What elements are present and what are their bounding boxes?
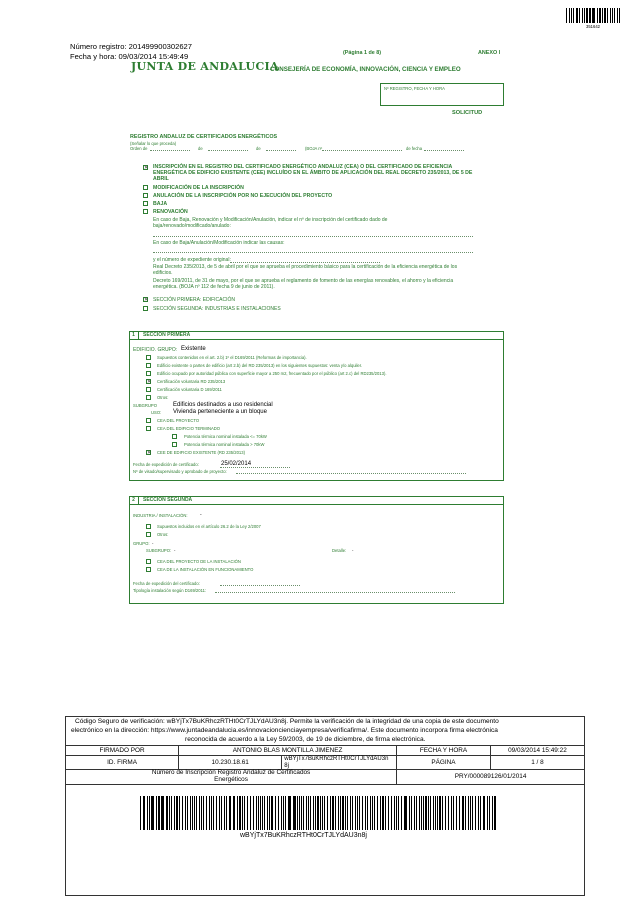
- visado-label: Nº de visado/supervisado y aprobado de proyecto:: [133, 469, 227, 474]
- s2-detalle-label: Detalle:: [332, 548, 347, 553]
- registro-number: Número registro: 201499900302627: [70, 42, 193, 51]
- barcode-bar: [185, 796, 186, 830]
- barcode-bar: [306, 796, 307, 830]
- barcode-bar: [192, 796, 193, 830]
- barcode-bar: [394, 796, 395, 830]
- barcode-bar: [576, 8, 578, 23]
- barcode-bar: [322, 796, 323, 830]
- barcode-bar: [617, 8, 618, 23]
- barcode-bar: [425, 796, 426, 830]
- barcode-bar: [607, 8, 608, 23]
- barcode-bar: [327, 796, 328, 830]
- s1-item-text-4: Certificación voluntaria D 169/2011: [157, 387, 222, 392]
- barcode-bar: [604, 8, 606, 23]
- orden-de2: de: [256, 146, 261, 151]
- expediente-line: [230, 262, 380, 263]
- barcode-bar: [462, 796, 463, 830]
- seccion-primera-option: SECCIÓN PRIMERA: EDIFICACIÓN: [153, 297, 235, 303]
- barcode-bar: [398, 796, 399, 830]
- barcode-bar: [262, 796, 263, 830]
- barcode-bar: [332, 796, 333, 830]
- barcode-bar: [297, 796, 298, 830]
- barcode-bar: [416, 796, 417, 830]
- barcode-bar: [355, 796, 356, 830]
- s2-fecha-line: [220, 585, 300, 586]
- barcode-bar: [472, 796, 473, 830]
- barcode-bar: [166, 796, 167, 830]
- barcode-bar: [289, 796, 290, 830]
- orden-de1: de: [198, 146, 203, 151]
- barcode-bar: [315, 796, 316, 830]
- registro-box-label: Nº REGISTRO, FECHA Y HORA: [384, 86, 445, 91]
- s1-item-checkbox-1[interactable]: [146, 363, 151, 368]
- option-checkbox-renovacion[interactable]: [143, 209, 148, 214]
- barcode-bar: [396, 796, 397, 830]
- seccion-primera-checkbox[interactable]: ✕: [144, 297, 149, 303]
- barcode-bar: [203, 796, 204, 830]
- barcode-bar: [229, 796, 230, 830]
- barcode-bar: [162, 796, 163, 830]
- barcode-bar: [437, 796, 438, 830]
- inscripcion-label-line1: Número de Inscripción Registro Andaluz de Certificados: [151, 769, 311, 777]
- barcode-bar: [278, 796, 279, 830]
- option-checkbox-baja[interactable]: [143, 201, 148, 206]
- s2-item-checkbox-1[interactable]: [146, 532, 151, 537]
- barcode-bar: [584, 8, 585, 23]
- s1-item-checkbox-3[interactable]: ✕: [147, 379, 152, 385]
- barcode-bar: [143, 796, 144, 830]
- barcode-bar: [293, 796, 294, 830]
- junta-logo: JUNTA DE ANDALUCIA: [131, 60, 279, 73]
- registro-box: [380, 83, 504, 106]
- barcode-bar: [299, 796, 300, 830]
- csv-text-1: Código Seguro de verificación: wBYjTx7BuKRhczRTHt0CrTJLYdAU3n8j. Permite la verificación de la integridad de una copia de este documento: [75, 718, 499, 725]
- barcode-bar: [264, 796, 265, 830]
- barcode-bar: [445, 796, 446, 830]
- barcode-bar: [494, 796, 495, 830]
- barcode-bar: [324, 796, 325, 830]
- barcode-bar: [599, 8, 601, 23]
- barcode-bar: [388, 796, 389, 830]
- form-subtitle: (Señalar lo que proceda): [130, 141, 177, 146]
- seccion-segunda-checkbox[interactable]: [143, 306, 148, 311]
- barcode-bar: [338, 796, 339, 830]
- barcode-bar: [350, 796, 351, 830]
- barcode-bar: [448, 796, 449, 830]
- barcode-bar: [151, 796, 152, 830]
- barcode-bar: [196, 796, 197, 830]
- barcode-bar: [294, 796, 295, 830]
- s1-item-checkbox-5[interactable]: [146, 395, 151, 400]
- barcode-bar: [593, 8, 595, 23]
- s1-fecha-expedicion-label: Fecha de expedición de certificado:: [133, 462, 199, 467]
- decreto-169-note: Decreto 169/2011, de 31 de mayo, por el que se aprueba el reglamento de fomento de las energías renovables, el ahorro y la eficiencia energética. (BOJA nº 112 de fecha 9 de junio de 2011).: [153, 278, 454, 291]
- barcode-bar: [342, 796, 343, 830]
- barcode-bar: [401, 796, 402, 830]
- barcode-bar: [483, 796, 484, 830]
- s2-subgrupo-value: -: [174, 548, 176, 553]
- section2-number: 2: [129, 497, 139, 504]
- s1-item-checkbox-2[interactable]: [146, 371, 151, 376]
- option-checkbox-inscripcion[interactable]: ✕: [144, 165, 149, 171]
- fecha-line: [424, 150, 464, 151]
- barcode-bar: [492, 796, 493, 830]
- boja-line: [322, 150, 402, 151]
- barcode-bar: [320, 796, 321, 830]
- barcode-bar: [247, 796, 248, 830]
- barcode-bar: [224, 796, 225, 830]
- s2-cea-funcionamiento-text: CEA DE LA INSTALACIÓN EN FUNCIONAMIENTO: [157, 567, 254, 572]
- id-firma-code-line2: 8j: [284, 762, 289, 769]
- boja-label: (BOJA nº: [305, 146, 323, 151]
- option-baja-text: BAJA: [153, 201, 168, 207]
- barcode-bar: [377, 796, 378, 830]
- edificio-grupo-label: EDIFICIO. GRUPO:: [133, 347, 178, 353]
- barcode-bar: [176, 796, 177, 830]
- s2-cea-funcionamiento-checkbox[interactable]: [146, 567, 151, 572]
- barcode-bar: [372, 796, 373, 830]
- fecha-label: de fecha: [406, 146, 423, 151]
- option-checkbox-modificacion[interactable]: [143, 185, 148, 190]
- barcode-bar: [586, 8, 588, 23]
- barcode-bar: [465, 796, 466, 830]
- pagina-value: 1 / 8: [490, 756, 584, 770]
- edificio-grupo-value: Existente: [181, 346, 206, 352]
- barcode-bar: [140, 796, 141, 830]
- s2-tipologia-label: Tipología instalación según D169/2011:: [133, 588, 207, 593]
- barcode-bar: [219, 796, 220, 830]
- barcode-bar: [380, 796, 381, 830]
- barcode-bar: [206, 796, 207, 830]
- barcode-bar: [442, 796, 443, 830]
- barcode-bar: [201, 796, 202, 830]
- cee-existente-text: CEE DE EDIFICIO EXISTENTE (RD 235/2013): [157, 450, 245, 455]
- barcode-bar: [267, 796, 268, 830]
- s2-grupo-value: -: [152, 541, 154, 546]
- barcode-bar: [391, 796, 392, 830]
- barcode-bar: [421, 796, 422, 830]
- barcode-bar: [156, 796, 157, 830]
- cea-terminado-text: CEA DEL EDIFICIO TERMINADO: [157, 426, 221, 431]
- id-firma-code: [282, 756, 397, 770]
- s1-item-text-3: Certificación voluntaria RD 235/2013: [157, 379, 226, 384]
- barcode-bar: [345, 796, 346, 830]
- barcode-bar: [221, 796, 222, 830]
- barcode-bar: [433, 796, 434, 830]
- renovacion-line1: [153, 236, 473, 237]
- barcode-bar: [573, 8, 574, 23]
- barcode-bar: [317, 796, 318, 830]
- barcode-bar: [167, 796, 168, 830]
- renovacion-note1: En caso de Baja, Renovación y Modificación/Anulación, indicar el nº de inscripción del certificado dado de baja/renovado/modificado/anulado:: [153, 217, 388, 230]
- barcode-bar: [409, 796, 410, 830]
- barcode-bar: [470, 796, 471, 830]
- id-firma-code-line1: wBYjTx7BuKRhczRTHt0CrTJLYdAU3n: [284, 756, 389, 762]
- barcode-bar: [285, 796, 286, 830]
- option-anulacion-text: ANULACIÓN DE LA INSCRIPCIÓN POR NO EJECUCIÓN DEL PROYECTO: [153, 193, 333, 199]
- barcode-bar: [619, 8, 620, 23]
- s1-item-checkbox-4[interactable]: [146, 387, 151, 392]
- barcode-bar: [487, 796, 488, 830]
- s2-item-text-1: Otros:: [157, 532, 169, 537]
- uso-label: USO:: [151, 410, 162, 415]
- barcode-bar: [374, 796, 375, 830]
- barcode-bar: [480, 796, 481, 830]
- cee-existente-checkbox[interactable]: ✕: [147, 450, 152, 456]
- section1-number: 1: [129, 332, 139, 339]
- section2-header: [129, 496, 504, 505]
- barcode-bar: [199, 796, 200, 830]
- barcode-bar: [602, 8, 603, 23]
- s2-subgrupo-label: SUBGRUPO:: [146, 548, 172, 553]
- fecha-hora-value: 09/03/2014 15:49:22: [490, 746, 584, 756]
- barcode-bar: [404, 796, 405, 830]
- barcode-bar: [451, 796, 452, 830]
- fecha-hora-label: FECHA Y HORA: [397, 746, 491, 756]
- id-firma-label: ID. FIRMA: [66, 756, 179, 770]
- barcode-bar: [271, 796, 272, 830]
- barcode-bar: [430, 796, 431, 830]
- barcode-bar: [478, 796, 479, 830]
- barcode-bar: [169, 796, 170, 830]
- s2-tipologia-line: [215, 592, 455, 593]
- s2-cea-proyecto-checkbox[interactable]: [146, 559, 151, 564]
- barcode-bar: [340, 796, 341, 830]
- barcode-bar: [174, 796, 175, 830]
- potencia-mayor-text: Potencia térmica nominal instalada > 70kW: [184, 442, 265, 447]
- barcode-bar: [275, 796, 276, 830]
- barcode-bar: [226, 796, 227, 830]
- barcode-bar: [589, 8, 591, 23]
- barcode-bar: [283, 796, 284, 830]
- page-indicator: (Página 1 de 8): [343, 50, 382, 56]
- barcode-bar: [281, 796, 282, 830]
- barcode-bar: [592, 8, 593, 23]
- barcode-bar: [439, 796, 440, 830]
- csv-text-3: reconocida de acuerdo a la Ley 59/2003, de 19 de diciembre, de firma electrónica.: [185, 736, 426, 743]
- renovacion-note2: En caso de Baja/Anulación/Modificación indicar las causas:: [153, 240, 285, 246]
- s1-fecha-line: [220, 467, 290, 468]
- barcode-bar: [303, 796, 304, 830]
- firmado-por-value: ANTONIO BLAS MONTILLA JIMENEZ: [179, 746, 397, 756]
- barcode-bar: [152, 796, 153, 830]
- barcode-bar: [365, 796, 366, 830]
- table-row: [66, 746, 585, 756]
- orden-line2: [208, 150, 248, 151]
- barcode-bar: [194, 796, 195, 830]
- industria-label: INDUSTRIA / INSTALACIÓN:: [133, 513, 188, 518]
- barcode-bar: [614, 8, 615, 23]
- anexo-label: ANEXO I: [478, 50, 501, 56]
- barcode-bar: [233, 796, 234, 830]
- potencia-menor-text: Potencia térmica nominal instalada <= 70kW: [184, 434, 267, 439]
- subgrupo-value: Edificios destinados a uso residencial: [173, 402, 273, 408]
- s2-grupo-label: GRUPO:: [133, 541, 150, 546]
- barcode-bar: [158, 796, 159, 830]
- s2-item-text-0: Supuestos incluidos en el artículo 26.2 de la Ley 2/2007: [157, 524, 261, 529]
- barcode-bar: [179, 796, 180, 830]
- s1-fecha-expedicion-value: 25/02/2014: [221, 461, 252, 467]
- barcode-bar: [237, 796, 238, 830]
- industria-value: -: [200, 512, 202, 518]
- form-title: REGISTRO ANDALUZ DE CERTIFICADOS ENERGÉTICOS: [130, 134, 278, 140]
- barcode-bar: [484, 796, 485, 830]
- barcode-bar: [610, 8, 611, 23]
- barcode-bar: [579, 8, 580, 23]
- barcode-bar: [456, 796, 457, 830]
- barcode-bar: [597, 8, 598, 23]
- barcode-bar: [301, 796, 302, 830]
- s1-item-text-2: Edificio ocupado por autoridad pública con superficie mayor a 250 m2, frecuentado por el público (art 2.c) del RD235/2013).: [157, 371, 387, 376]
- barcode-bar: [190, 796, 191, 830]
- barcode-bar: [313, 796, 314, 830]
- cea-terminado-checkbox[interactable]: [146, 426, 151, 431]
- barcode-bar: [405, 796, 406, 830]
- table-row: [66, 756, 585, 770]
- barcode-bar: [382, 796, 383, 830]
- barcode-bar: [459, 796, 460, 830]
- barcode-bar: [308, 796, 309, 830]
- s1-item-checkbox-0[interactable]: [146, 355, 151, 360]
- barcode-bar: [411, 796, 412, 830]
- potencia-menor-checkbox[interactable]: [172, 434, 177, 439]
- barcode-bar: [468, 796, 469, 830]
- s2-item-checkbox-0[interactable]: [146, 524, 151, 529]
- barcode-bar: [414, 796, 415, 830]
- registro-fecha: Fecha y hora: 09/03/2014 15:49:49: [70, 52, 189, 61]
- barcode-bar: [250, 796, 251, 830]
- barcode-bar: [182, 796, 183, 830]
- footer-barcode: [140, 796, 498, 830]
- barcode-bar: [187, 796, 188, 830]
- s2-fecha-expedicion-label: Fecha de expedición del certificado:: [133, 581, 200, 586]
- inscripcion-label-line2: Energéticos: [214, 775, 248, 783]
- signature-table: [65, 745, 585, 785]
- s2-cea-proyecto-text: CEA DEL PROYECTO DE LA INSTALACIÓN: [157, 559, 241, 564]
- barcode-bar: [209, 796, 210, 830]
- barcode-bar: [211, 796, 212, 830]
- rd-235-note: Real Decreto 235/2013, de 5 de abril por el que se aprueba el procedimiento básico para la certificación de la eficiencia energética de los edificios.: [153, 264, 458, 277]
- renovacion-line2: [153, 252, 473, 253]
- barcode-bar: [335, 796, 336, 830]
- barcode-bar: [239, 796, 240, 830]
- barcode-bar: [612, 8, 614, 23]
- inscripcion-value: PRY/000089126/01/2014: [397, 770, 585, 785]
- barcode-bar: [582, 8, 584, 23]
- barcode-bar: [269, 796, 270, 830]
- visado-line: [236, 473, 466, 474]
- barcode-bar: [171, 796, 172, 830]
- expediente-label: y el número de expediente original:: [153, 257, 231, 263]
- csv-text-2: electrónico en la dirección: https://www.juntadeandalucia.es/innovacioncienciayempresa/verificafirma/. Este documento incorpora firma electrónica: [71, 727, 498, 734]
- consejeria-title: CONSEJERÍA DE ECONOMÍA, INNOVACIÓN, CIENCIA Y EMPLEO: [270, 66, 461, 73]
- cea-proyecto-checkbox[interactable]: [146, 418, 151, 423]
- barcode-bar: [330, 796, 331, 830]
- option-modificacion-text: MODIFICACIÓN DE LA INSCRIPCIÓN: [153, 185, 244, 191]
- barcode-bar: [234, 796, 235, 830]
- barcode-bar: [244, 796, 245, 830]
- barcode-bar: [258, 796, 259, 830]
- uso-value: Vivienda perteneciente a un bloque: [173, 409, 267, 415]
- option-checkbox-anulacion[interactable]: [143, 193, 148, 198]
- id-firma-value: 10.230.18.61: [179, 756, 282, 770]
- barcode-bar: [385, 796, 386, 830]
- barcode-bar: [362, 796, 363, 830]
- table-row: [66, 770, 585, 785]
- barcode-bar: [453, 796, 454, 830]
- top-barcode: [566, 8, 622, 23]
- barcode-bar: [423, 796, 424, 830]
- option-inscripcion-text: INSCRIPCIÓN EN EL REGISTRO DEL CERTIFICADO ENERGÉTICO ANDALUZ (CEA) O DEL CERTIFICADO DE EFICIENCIA ENERGÉTICA DE EDIFICIO EXISTENTE (CEE) INCLUÍDO EN EL ÁMBITO DE APLICACIÓN DEL REAL DECRETO 235/2013, DE 5 DE ABRIL: [153, 164, 473, 183]
- solicitud-label: SOLICITUD: [452, 110, 483, 116]
- barcode-bar: [310, 796, 311, 830]
- s1-item-text-1: Edificio existente o partes de edificio (art 2.b) del RD 235/2013) en los siguientes supuestos: venta y/o alquiler.: [157, 363, 363, 368]
- barcode-bar: [147, 796, 148, 830]
- seccion-segunda-option: SECCIÓN SEGUNDA: INDUSTRIAS E INSTALACIONES: [153, 306, 281, 312]
- barcode-bar: [475, 796, 476, 830]
- option-renovacion-text: RENOVACIÓN: [153, 209, 188, 215]
- top-barcode-number: 351642: [586, 24, 600, 29]
- inscripcion-label: [66, 770, 397, 785]
- firmado-por-label: FIRMADO POR: [66, 746, 179, 756]
- barcode-bar: [489, 796, 490, 830]
- barcode-bar: [242, 796, 243, 830]
- s2-detalle-value: -: [352, 548, 354, 553]
- barcode-bar: [419, 796, 420, 830]
- section2-title: SECCIÓN SEGUNDA: [143, 497, 193, 503]
- barcode-bar: [347, 796, 348, 830]
- barcode-bar: [260, 796, 261, 830]
- orden-label: Orden de: [130, 146, 148, 151]
- barcode-bar: [428, 796, 429, 830]
- barcode-bar: [370, 796, 371, 830]
- s1-item-text-5: Otros:: [157, 395, 169, 400]
- barcode-bar: [571, 8, 572, 23]
- barcode-bar: [253, 796, 254, 830]
- section1-header: [129, 331, 504, 340]
- footer-barcode-text: wBYjTx7BuKRhczRTHt0CrTJLYdAU3n8j: [240, 832, 367, 839]
- barcode-bar: [288, 796, 289, 830]
- barcode-bar: [359, 796, 360, 830]
- cea-proyecto-text: CEA DEL PROYECTO: [157, 418, 200, 423]
- s1-item-text-0: Supuestos contenidos en el art. 2.b) 1º el D169/2011 (Reformas de importancia).: [157, 355, 307, 360]
- orden-line3: [266, 150, 296, 151]
- barcode-bar: [357, 796, 358, 830]
- subgrupo-label: SUBGRUPO: [133, 403, 157, 408]
- potencia-mayor-checkbox[interactable]: [172, 442, 177, 447]
- barcode-bar: [149, 796, 150, 830]
- barcode-bar: [318, 796, 319, 830]
- barcode-bar: [440, 796, 441, 830]
- barcode-bar: [435, 796, 436, 830]
- barcode-bar: [161, 796, 162, 830]
- barcode-bar: [216, 796, 217, 830]
- barcode-bar: [566, 8, 567, 23]
- barcode-bar: [367, 796, 368, 830]
- barcode-bar: [256, 796, 257, 830]
- barcode-bar: [569, 8, 570, 23]
- barcode-bar: [352, 796, 353, 830]
- barcode-bar: [213, 796, 214, 830]
- pagina-label: PÁGINA: [397, 756, 491, 770]
- section1-title: SECCIÓN PRIMERA: [143, 332, 191, 338]
- orden-line: [150, 150, 190, 151]
